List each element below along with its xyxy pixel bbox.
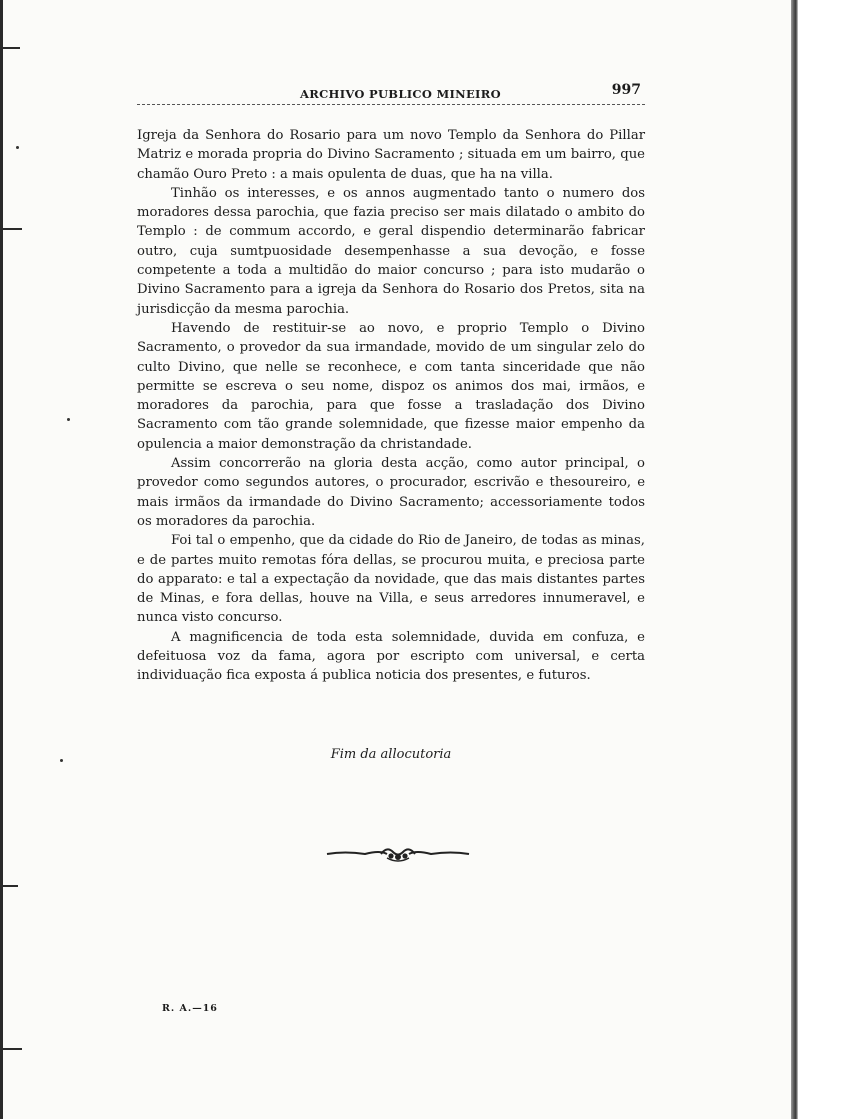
edge-mark [0,1048,22,1050]
paragraph: Foi tal o empenho, que da cidade do Rio de Janeiro, de todas as minas, e de partes muito remotas fóra dellas, se procurou muita, e preciosa parte do apparato: e tal a expectação da novidade, que das mais distantes partes de Minas, e fora dellas, houve na Villa, e seus arredores innumeravel, e nunca visto concurso. [137,533,645,626]
paragraph: Tinhão os interesses, e os annos augmentado tanto o numero dos moradores dessa parochia, que fazia preciso ser mais dilatado o ambito do Templo : de commum accordo, e geral dispendio determinarão fabricar outro, cuja sumtpuosidade desempenhasse a sua devoção, e fosse competente a toda a multidão do maior concurso ; para isto mudarão o Divino Sacramento para a igreja da Senhora do Rosario dos Pretos, sita na jurisdicção da mesma parochia. [137,185,645,317]
binding-edge [0,0,3,1119]
paragraph: Havendo de restituir-se ao novo, e proprio Templo o Divino Sacramento, o provedor da sua irmandade, movido de um singular zelo do culto Divino, que nelle se reconhece, e com tanta sinceridade que não permitte se escreva o seu nome, dispoz os animos dos mai, irmãos, e moradores da parochia, para que fosse a trasladação dos Divino Sacramento com tão grande solemnidade, que fizesse maior empenho da opulencia a maior demonstração da christandade. [137,320,645,452]
edge-mark [0,47,20,49]
scan-margin [798,0,847,1119]
edge-mark [0,228,22,230]
speck [16,146,19,149]
paragraph: A magnificencia de toda esta solemnidade, duvida em confuza, e defeituosa voz da fama, agora por escripto com universal, e certa individuação fica exposta á publica noticia dos presentes, e futuros. [137,629,645,684]
paragraph: Igreja da Senhora do Rosario para um novo Templo da Senhora do Pillar Matriz e morada propria do Divino Sacramento ; situada em um bairro, que chamão Ouro Preto : a mais opulenta de duas, que ha na villa. [137,128,645,182]
closing-line: Fim da allocutoria [330,747,452,762]
speck [60,759,63,762]
speck [67,418,70,421]
page-number: 997 [611,82,641,98]
header-rule [137,104,645,106]
running-title: ARCHIVO PUBLICO MINEIRO [300,87,501,101]
ornament-icon [325,842,471,866]
edge-mark [0,885,18,887]
body-text [137,126,645,686]
page-edge [791,0,798,1119]
signature-mark: R. A.—16 [162,1003,218,1014]
paragraph: Assim concorrerão na gloria desta acção, como autor principal, o provedor como segundos autores, o procurador, escrivão e thesoureiro, e mais irmãos da irmandade do Divino Sacramento; accessoriamente todos os moradores da parochia. [137,456,645,529]
running-header [137,82,647,102]
